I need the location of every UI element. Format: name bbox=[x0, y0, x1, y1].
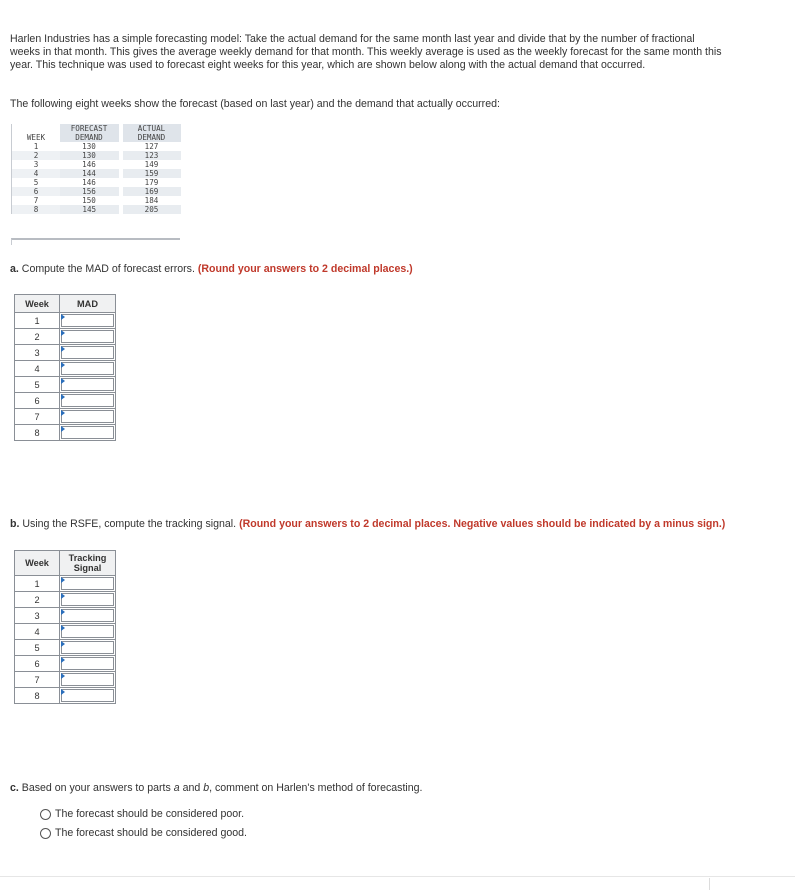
radio-button[interactable] bbox=[40, 809, 51, 820]
mad-input-week-4[interactable] bbox=[60, 361, 116, 377]
actual-cell: 123 bbox=[123, 151, 181, 160]
week-label: 4 bbox=[15, 361, 60, 377]
data-row bbox=[12, 160, 181, 169]
actual-header-2: DEMAND bbox=[123, 133, 181, 142]
forecast-header-1: FORECAST bbox=[60, 124, 119, 133]
week-cell: 7 bbox=[12, 196, 61, 205]
week-label: 8 bbox=[15, 425, 60, 441]
forecast-cell: 130 bbox=[60, 151, 119, 160]
data-row bbox=[12, 169, 181, 178]
mad-input-week-1[interactable] bbox=[60, 313, 116, 329]
mad-input-week-6[interactable] bbox=[60, 393, 116, 409]
tracking-signal-answer-table bbox=[14, 550, 116, 704]
week-cell: 5 bbox=[12, 178, 61, 187]
week-label: 7 bbox=[15, 672, 60, 688]
actual-cell: 205 bbox=[123, 205, 181, 214]
data-table-footer bbox=[11, 238, 180, 245]
problem-subintro: The following eight weeks show the forecast (based on last year) and the demand that actually occurred: bbox=[10, 98, 500, 110]
week-label: 8 bbox=[15, 688, 60, 704]
footer-divider bbox=[0, 876, 795, 877]
week-label: 1 bbox=[15, 576, 60, 592]
table-row bbox=[15, 672, 116, 688]
data-row bbox=[12, 205, 181, 214]
tracking-signal-input-week-7[interactable] bbox=[60, 672, 116, 688]
actual-cell: 127 bbox=[144, 142, 159, 151]
input-flag-icon bbox=[61, 410, 65, 416]
tracking-signal-column-header: Tracking Signal bbox=[60, 551, 116, 576]
table-row bbox=[15, 345, 116, 361]
week-cell: 6 bbox=[12, 187, 61, 196]
week-label: 3 bbox=[15, 608, 60, 624]
table-row bbox=[15, 393, 116, 409]
table-row bbox=[15, 377, 116, 393]
input-flag-icon bbox=[61, 689, 65, 695]
week-cell: 2 bbox=[12, 151, 61, 160]
week-label: 3 bbox=[15, 345, 60, 361]
table-row bbox=[15, 656, 116, 672]
input-flag-icon bbox=[61, 378, 65, 384]
tracking-signal-input-week-3[interactable] bbox=[60, 608, 116, 624]
week-cell: 3 bbox=[12, 160, 61, 169]
week-cell: 4 bbox=[12, 169, 61, 178]
table-row bbox=[15, 361, 116, 377]
part-a-question: a. Compute the MAD of forecast errors. (Round your answers to 2 decimal places.) bbox=[10, 263, 413, 275]
tracking-signal-input-week-8[interactable] bbox=[60, 688, 116, 704]
option-poor[interactable]: The forecast should be considered poor. bbox=[40, 808, 244, 820]
input-flag-icon bbox=[61, 625, 65, 631]
tracking-signal-input-week-2[interactable] bbox=[60, 592, 116, 608]
data-row bbox=[12, 151, 181, 160]
table-row bbox=[15, 624, 116, 640]
input-flag-icon bbox=[61, 362, 65, 368]
week-cell: 8 bbox=[12, 205, 61, 214]
week-label: 4 bbox=[15, 624, 60, 640]
table-row bbox=[15, 688, 116, 704]
data-row bbox=[12, 142, 181, 151]
input-flag-icon bbox=[61, 609, 65, 615]
week-label: 2 bbox=[15, 329, 60, 345]
mad-input-week-7[interactable] bbox=[60, 409, 116, 425]
table-row bbox=[15, 576, 116, 592]
actual-cell: 184 bbox=[144, 196, 159, 205]
forecast-cell: 156 bbox=[60, 187, 119, 196]
week-label: 6 bbox=[15, 393, 60, 409]
week-cell: 1 bbox=[12, 142, 61, 151]
mad-input-week-2[interactable] bbox=[60, 329, 116, 345]
table-row bbox=[15, 313, 116, 329]
week-label: 5 bbox=[15, 377, 60, 393]
mad-input-week-5[interactable] bbox=[60, 377, 116, 393]
tracking-signal-input-week-6[interactable] bbox=[60, 656, 116, 672]
input-flag-icon bbox=[61, 394, 65, 400]
actual-cell: 169 bbox=[123, 187, 181, 196]
week-column-header: Week bbox=[15, 551, 60, 576]
mad-input-week-3[interactable] bbox=[60, 345, 116, 361]
input-flag-icon bbox=[61, 657, 65, 663]
week-header: WEEK bbox=[12, 133, 61, 142]
part-c-question: c. Based on your answers to parts a and b, comment on Harlen's method of forecasting. bbox=[10, 782, 423, 794]
table-row bbox=[15, 608, 116, 624]
actual-header-1: ACTUAL bbox=[123, 124, 181, 133]
data-row bbox=[12, 178, 181, 187]
input-flag-icon bbox=[61, 314, 65, 320]
input-flag-icon bbox=[61, 330, 65, 336]
week-label: 2 bbox=[15, 592, 60, 608]
input-flag-icon bbox=[61, 346, 65, 352]
mad-column-header: MAD bbox=[60, 295, 116, 313]
week-label: 6 bbox=[15, 656, 60, 672]
table-row bbox=[15, 640, 116, 656]
tracking-signal-input-week-4[interactable] bbox=[60, 624, 116, 640]
input-flag-icon bbox=[61, 673, 65, 679]
actual-cell: 179 bbox=[144, 178, 159, 187]
table-row bbox=[15, 409, 116, 425]
forecast-cell: 130 bbox=[82, 142, 96, 151]
table-row bbox=[15, 592, 116, 608]
input-flag-icon bbox=[61, 426, 65, 432]
table-row bbox=[15, 329, 116, 345]
forecast-cell: 150 bbox=[82, 196, 96, 205]
tracking-signal-input-week-1[interactable] bbox=[60, 576, 116, 592]
demand-data-table bbox=[11, 124, 181, 214]
week-label: 1 bbox=[15, 313, 60, 329]
forecast-cell: 146 bbox=[82, 178, 96, 187]
problem-intro: Harlen Industries has a simple forecasting model: Take the actual demand for the same month last year and divide that by the number of fractional weeks in that month. This gives the average weekly demand for that month. This weekly average is used as the weekly forecast for the same month this year. This technique was used to forecast eight weeks for this year, which are shown below along with the actual demand that occurred. bbox=[10, 33, 722, 72]
part-b-question: b. Using the RSFE, compute the tracking signal. (Round your answers to 2 decimal places. Negative values should be indicated by a minus sign.) bbox=[10, 518, 726, 530]
forecast-cell: 146 bbox=[82, 160, 96, 169]
week-label: 7 bbox=[15, 409, 60, 425]
forecast-header-2: DEMAND bbox=[60, 133, 119, 142]
actual-cell: 149 bbox=[144, 160, 159, 169]
week-column-header: Week bbox=[15, 295, 60, 313]
option-good[interactable]: The forecast should be considered good. bbox=[40, 827, 247, 839]
footer-divider-tick bbox=[709, 878, 710, 890]
input-flag-icon bbox=[61, 641, 65, 647]
input-flag-icon bbox=[61, 577, 65, 583]
tracking-signal-input-week-5[interactable] bbox=[60, 640, 116, 656]
week-label: 5 bbox=[15, 640, 60, 656]
forecast-cell: 144 bbox=[60, 169, 119, 178]
forecast-cell: 145 bbox=[60, 205, 119, 214]
mad-input-week-8[interactable] bbox=[60, 425, 116, 441]
mad-answer-table bbox=[14, 294, 116, 441]
data-row bbox=[12, 187, 181, 196]
input-flag-icon bbox=[61, 593, 65, 599]
radio-button[interactable] bbox=[40, 828, 51, 839]
actual-cell: 159 bbox=[123, 169, 181, 178]
data-row bbox=[12, 196, 181, 205]
table-row bbox=[15, 425, 116, 441]
